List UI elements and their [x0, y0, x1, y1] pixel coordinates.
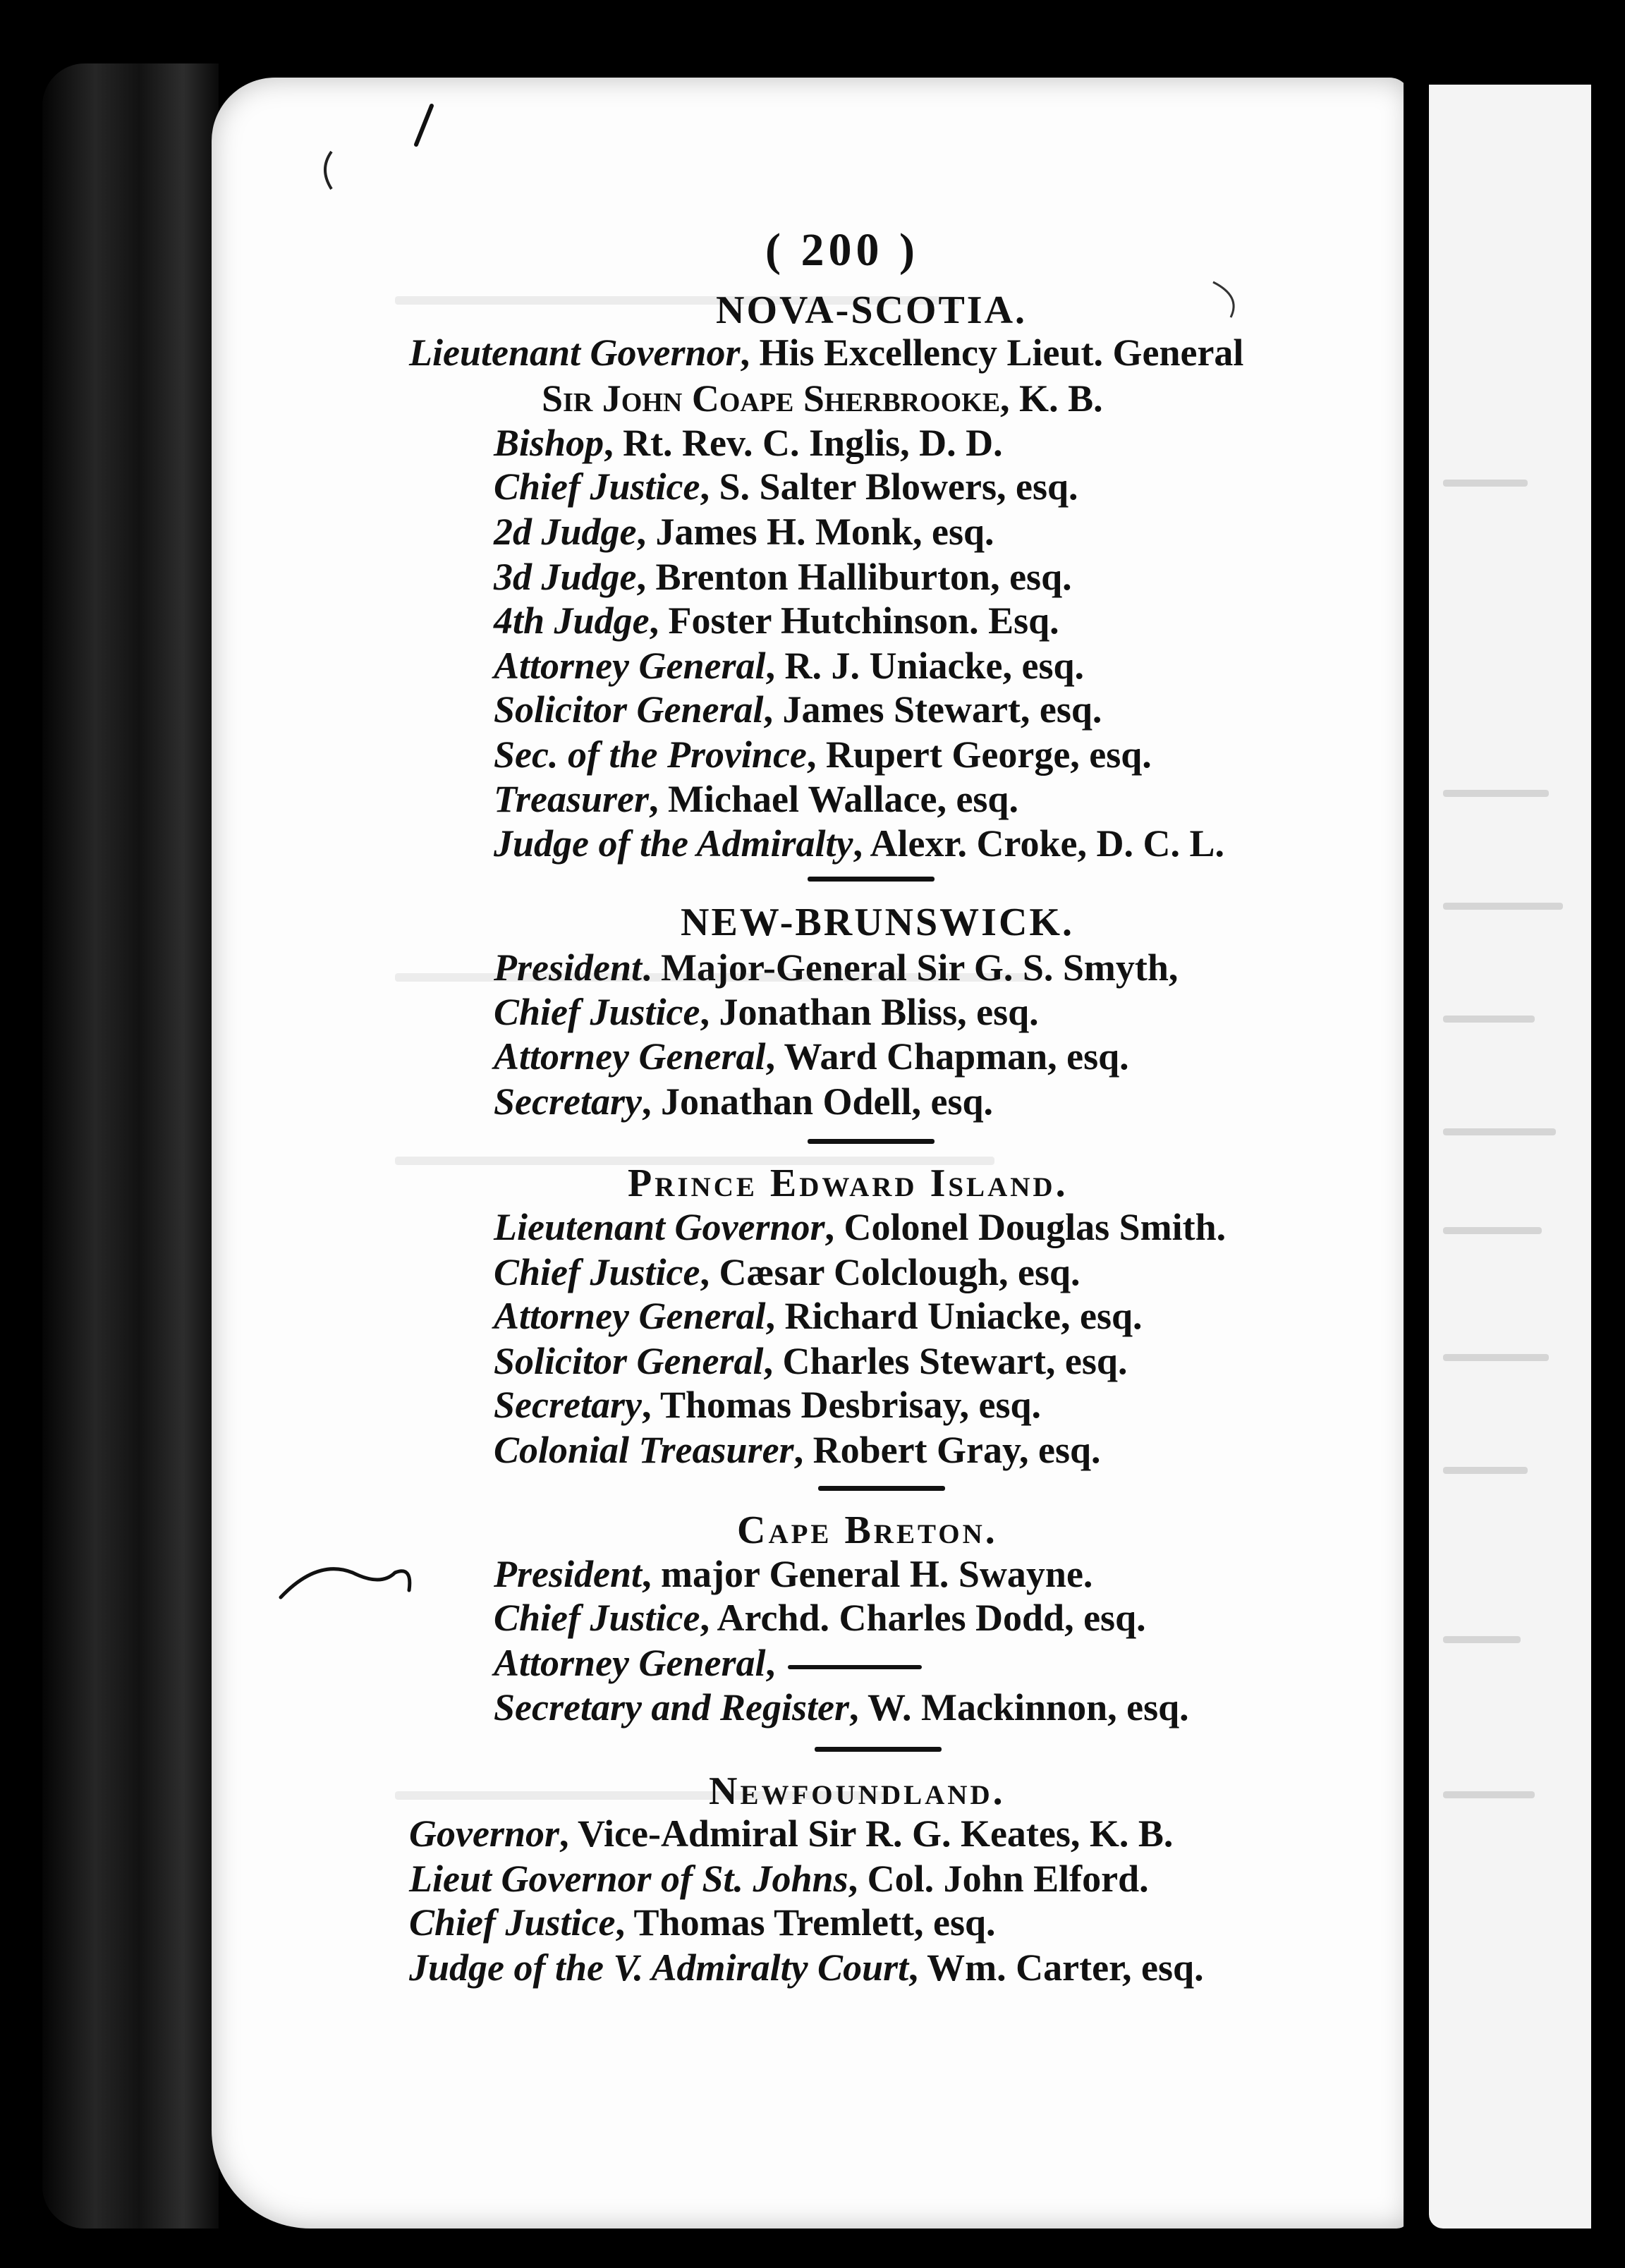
office-title: Secretary: [494, 1080, 642, 1123]
officer-name: W. Mackinnon, esq.: [858, 1686, 1189, 1729]
officer-entry: [494, 1384, 1041, 1426]
office-title: President: [494, 1553, 642, 1595]
officer-name: Alexr. Croke, D. C. L.: [863, 822, 1224, 865]
officer-entry: [494, 733, 1152, 776]
section-divider: [808, 877, 935, 882]
separator: ,: [765, 645, 775, 687]
office-title: Chief Justice: [494, 465, 700, 508]
separator: ,: [765, 1295, 775, 1337]
officer-entry: [494, 991, 1039, 1033]
separator: ,: [700, 991, 710, 1033]
office-title: Judge of the V. Admiralty Court: [409, 1946, 909, 1989]
office-title: Lieut Governor of St. Johns: [409, 1858, 848, 1900]
officer-entry: [494, 1429, 1101, 1471]
squiggle-mark: [281, 1569, 410, 1597]
vacant-dash: [788, 1665, 922, 1669]
separator: ,: [559, 1812, 569, 1855]
officer-name: His Excellency Lieut. General: [750, 331, 1244, 374]
office-title: 4th Judge: [494, 599, 650, 642]
separator: .: [642, 946, 652, 989]
separator: ,: [806, 733, 817, 776]
officer-entry: [494, 688, 1102, 731]
section-heading: Newfoundland.: [709, 1769, 1006, 1813]
section-divider: [815, 1747, 942, 1752]
officer-entry: [494, 822, 1224, 865]
officer-name: Rupert George, esq.: [816, 733, 1152, 776]
officer-entry: [409, 1858, 1149, 1900]
officer-name: Thomas Desbrisay, esq.: [651, 1384, 1042, 1426]
officer-name: Archd. Charles Dodd, esq.: [710, 1597, 1146, 1639]
officer-name: S. Salter Blowers, esq.: [710, 465, 1078, 508]
officer-name: Michael Wallace, esq.: [658, 778, 1018, 820]
officer-name: Thomas Tremlett, esq.: [625, 1901, 996, 1944]
office-title: Lieutenant Governor: [409, 331, 741, 374]
separator: ,: [604, 422, 614, 464]
officer-name: Cæsar Colclough, esq.: [710, 1251, 1081, 1293]
officer-entry: [494, 778, 1018, 820]
separator: ,: [824, 1206, 835, 1248]
officer-name: James H. Monk, esq.: [646, 511, 994, 553]
separator: ,: [615, 1901, 625, 1944]
separator: ,: [848, 1686, 859, 1729]
officer-name: Vice-Admiral Sir R. G. Keates, K. B.: [568, 1812, 1174, 1855]
officer-entry: [494, 645, 1084, 687]
officer-name: Jonathan Bliss, esq.: [710, 991, 1039, 1033]
office-title: Attorney General: [494, 645, 766, 687]
section-heading: NOVA-SCOTIA.: [716, 288, 1028, 332]
officer-entry: [494, 1597, 1146, 1639]
officer-entry: [542, 377, 1103, 420]
separator: ,: [848, 1858, 858, 1900]
officer-entry: [494, 465, 1078, 508]
officer-name: Major-General Sir G. S. Smyth,: [651, 946, 1179, 989]
officer-entry: [409, 1812, 1173, 1855]
officer-name: Charles Stewart, esq.: [773, 1340, 1128, 1382]
office-title: Solicitor General: [494, 1340, 764, 1382]
office-title: Secretary: [494, 1384, 642, 1426]
officer-name: James Stewart, esq.: [773, 688, 1102, 731]
section-heading: NEW-BRUNSWICK.: [681, 901, 1074, 944]
separator: ,: [765, 1642, 775, 1684]
separator: ,: [763, 1340, 774, 1382]
separator: ,: [793, 1429, 804, 1471]
separator: ,: [636, 556, 646, 598]
separator: ,: [763, 688, 774, 731]
officer-entry: [494, 556, 1072, 598]
officer-name: Colonel Douglas Smith.: [834, 1206, 1227, 1248]
officer-entry: [494, 1340, 1127, 1382]
separator: ,: [641, 1384, 652, 1426]
officer-entry: [494, 422, 1003, 464]
corner-mark: [1213, 282, 1234, 317]
separator: ,: [853, 822, 863, 865]
separator: ,: [908, 1946, 918, 1989]
office-title: Bishop: [494, 422, 604, 464]
office-title: Governor: [409, 1812, 559, 1855]
section-heading: Prince Edward Island.: [628, 1162, 1069, 1205]
pen-stroke-mark: [416, 106, 432, 145]
office-title: Chief Justice: [494, 1251, 700, 1293]
office-title: 2d Judge: [494, 511, 637, 553]
officer-name: R. J. Uniacke, esq.: [775, 645, 1085, 687]
section-divider: [818, 1486, 945, 1491]
officer-name: Jonathan Odell, esq.: [651, 1080, 994, 1123]
office-title: Attorney General: [494, 1642, 766, 1684]
separator: ,: [740, 331, 750, 374]
page-number: ( 200 ): [765, 224, 919, 276]
officer-entry: [494, 1035, 1129, 1078]
separator: ,: [700, 1251, 710, 1293]
office-title: Chief Justice: [494, 1597, 700, 1639]
office-title: Judge of the Admiralty: [494, 822, 853, 865]
officer-name: Wm. Carter, esq.: [918, 1946, 1204, 1989]
separator: ,: [641, 1080, 652, 1123]
officer-entry: [409, 1946, 1204, 1989]
office-title: 3d Judge: [494, 556, 637, 598]
officer-name: Sir John Coape Sherbrooke, K. B.: [542, 377, 1103, 420]
office-title: Sec. of the Province: [494, 733, 807, 776]
officer-entry: [409, 331, 1243, 374]
office-title: Secretary and Register: [494, 1686, 849, 1729]
officer-name: Col. John Elford.: [858, 1858, 1149, 1900]
officer-name: Richard Uniacke, esq.: [775, 1295, 1143, 1337]
officer-name: major General H. Swayne.: [651, 1553, 1093, 1595]
bracket-mark: [325, 152, 331, 189]
officer-entry: [494, 1206, 1226, 1248]
officer-entry: [494, 1553, 1093, 1595]
officer-name: Foster Hutchinson. Esq.: [659, 599, 1059, 642]
separator: ,: [649, 778, 659, 820]
separator: ,: [765, 1035, 775, 1078]
officer-name: Robert Gray, esq.: [803, 1429, 1101, 1471]
section-heading: Cape Breton.: [737, 1508, 998, 1552]
officer-entry: [494, 599, 1059, 642]
office-title: Lieutenant Governor: [494, 1206, 825, 1248]
office-title: Attorney General: [494, 1295, 766, 1337]
separator: ,: [649, 599, 659, 642]
officer-entry: [494, 1686, 1189, 1729]
separator: ,: [700, 1597, 710, 1639]
separator: ,: [642, 1553, 652, 1595]
officer-entry: [409, 1901, 996, 1944]
officer-entry: [494, 511, 994, 553]
officer-entry: [494, 946, 1178, 989]
officer-entry: [494, 1295, 1143, 1337]
section-divider: [808, 1139, 935, 1144]
officer-name: Ward Chapman, esq.: [775, 1035, 1129, 1078]
officer-entry: [494, 1251, 1081, 1293]
office-title: Treasurer: [494, 778, 650, 820]
office-title: Solicitor General: [494, 688, 764, 731]
office-title: Colonial Treasurer: [494, 1429, 794, 1471]
officer-name: Brenton Halliburton, esq.: [646, 556, 1072, 598]
office-title: Chief Justice: [409, 1901, 616, 1944]
office-title: Attorney General: [494, 1035, 766, 1078]
officer-entry: [494, 1080, 993, 1123]
office-title: President: [494, 946, 642, 989]
separator: ,: [700, 465, 710, 508]
separator: ,: [636, 511, 646, 553]
officer-name: Rt. Rev. C. Inglis, D. D.: [613, 422, 1003, 464]
office-title: Chief Justice: [494, 991, 700, 1033]
officer-entry: [494, 1642, 922, 1684]
